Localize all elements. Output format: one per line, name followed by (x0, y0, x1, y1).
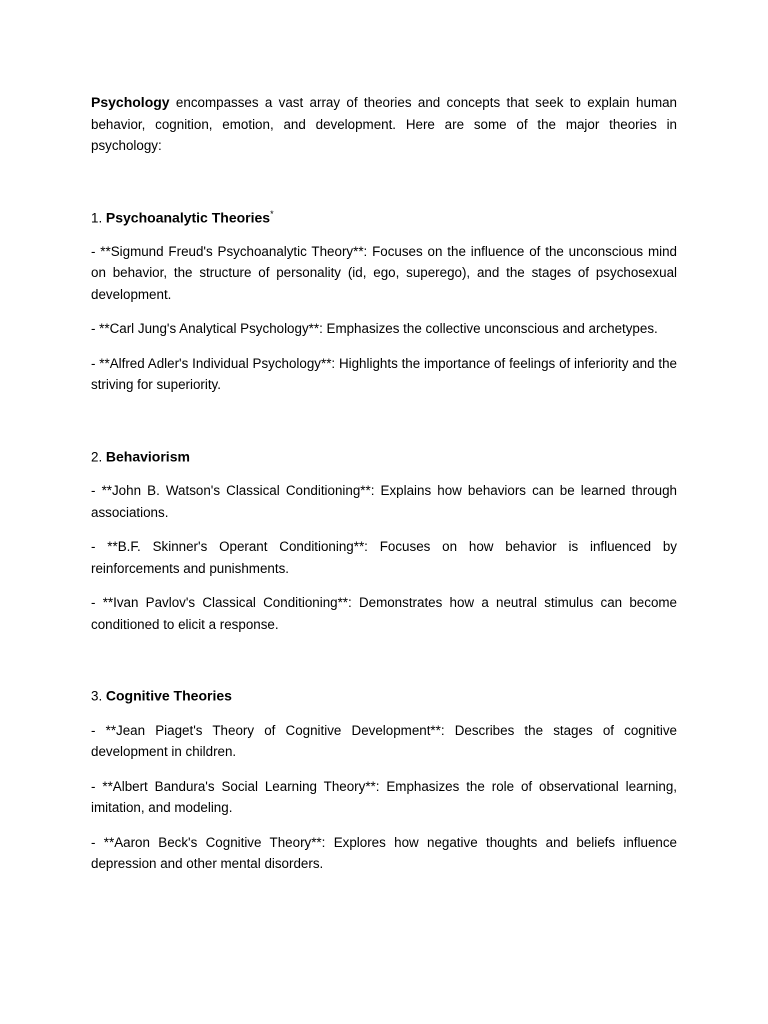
intro-text: encompasses a vast array of theories and concepts that seek to explain human behavior, cognition, emotion, and development. Here are some of the major theories in psychology: (91, 95, 677, 153)
section-cognitive (91, 682, 677, 874)
section-heading (91, 682, 677, 706)
section-title: Psychoanalytic Theories (105, 208, 271, 225)
section-mark: * (270, 208, 274, 219)
list-item: - **Carl Jung's Analytical Psychology**: Emphasizes the collective unconscious and archetypes. (91, 321, 658, 337)
list-item: - **Alfred Adler's Individual Psychology**: Highlights the importance of feelings of inferiority and the striving for superiority. (91, 355, 677, 393)
section-heading (91, 204, 677, 228)
list-item: - **Sigmund Freud's Psychoanalytic Theory**: Focuses on the influence of the unconscious mind on behavior, the structure of personality (id, ego, superego), and the stages of psychosexual development. (91, 243, 677, 302)
section-number: 2. (91, 449, 106, 465)
list-item: - **Aaron Beck's Cognitive Theory**: Explores how negative thoughts and beliefs influence depression and other mental disorders. (91, 834, 677, 872)
section-number: 1. (91, 209, 106, 225)
list-item: - **John B. Watson's Classical Conditioning**: Explains how behaviors can be learned through associations. (91, 483, 677, 520)
section-heading (91, 443, 677, 467)
list-item: - **B.F. Skinner's Operant Conditioning**: Focuses on how behavior is influenced by reinforcements and punishments. (91, 539, 677, 576)
section-title: Cognitive Theories (105, 687, 232, 704)
intro-lead: Psychology (91, 94, 170, 110)
section-number: 3. (91, 688, 106, 704)
list-item: - **Jean Piaget's Theory of Cognitive Development**: Describes the stages of cognitive development in children. (91, 722, 677, 760)
list-item: - **Albert Bandura's Social Learning Theory**: Emphasizes the role of observational learning, imitation, and modeling. (91, 778, 677, 816)
section-title: Behaviorism (105, 448, 190, 465)
intro-paragraph (91, 92, 677, 157)
section-behaviorism (91, 443, 677, 635)
list-item: - **Ivan Pavlov's Classical Conditioning**: Demonstrates how a neutral stimulus can become conditioned to elicit a response. (91, 595, 677, 632)
section-psychoanalytic (91, 204, 677, 396)
